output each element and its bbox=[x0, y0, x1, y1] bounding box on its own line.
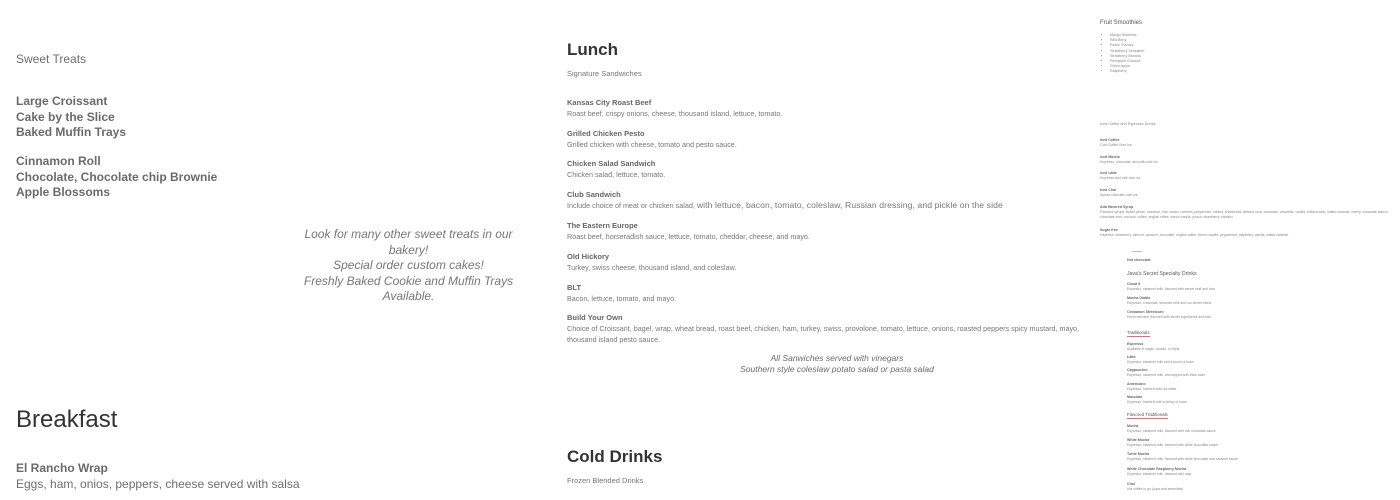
item-name: Chicken Salad Sandwich bbox=[567, 159, 656, 168]
item-desc: Espresso, steamed milk and a touch of foam bbox=[1127, 360, 1194, 364]
treat-item: Large Croissant bbox=[16, 94, 108, 108]
item-desc: Hot coffee to go (cups and amenities) bbox=[1127, 487, 1184, 491]
item-name: Iced Latte bbox=[1100, 171, 1117, 175]
treat-item: Cinnamon Roll bbox=[16, 154, 101, 168]
item-desc: Eggs, ham, onios, peppers, cheese served with salsa bbox=[16, 476, 300, 491]
item-desc: Espresso, finished with a dollop of foam bbox=[1127, 400, 1187, 404]
fruit-smoothies-title: Fruit Smoothies bbox=[1100, 20, 1143, 26]
item-name: Grilled Chicken Pesto bbox=[567, 129, 645, 138]
item-desc: Roast beef, crispy onions, cheese, thousand island, lettuce, tomato. bbox=[567, 109, 783, 118]
item-name: Mocha bbox=[1127, 424, 1139, 428]
item-name: Iced Coffee bbox=[1100, 138, 1120, 142]
drink-item bbox=[1100, 205, 1395, 220]
list-item: • Mango Madness bbox=[1110, 33, 1144, 38]
list-item: • Pineapple Coconut bbox=[1110, 59, 1144, 64]
promo-line: Special order custom cakes! bbox=[333, 258, 484, 272]
list-item: • Peach Pizzazz bbox=[1110, 43, 1144, 48]
item-name: Americano bbox=[1127, 382, 1146, 386]
item-desc-part: Include choice of meat or chicken salad, bbox=[567, 201, 695, 210]
item-name: Kansas City Roast Beef bbox=[567, 98, 652, 107]
item-desc: Espresso, steamed milk, flavored with rich chocolate sauce bbox=[1127, 429, 1216, 433]
item-name: Cappuccino bbox=[1127, 368, 1148, 372]
item-name: Cloud 9 bbox=[1127, 282, 1141, 286]
sandwich-item bbox=[567, 189, 1087, 211]
list-item: • Green Apple bbox=[1110, 64, 1144, 69]
note-line: All Sanwiches served with vinegars bbox=[770, 353, 904, 363]
item-name: Club Sandwich bbox=[567, 190, 621, 199]
smoothie-list bbox=[1108, 33, 1144, 75]
item-desc: Grilled chicken with cheese, tomato and pesto sauce. bbox=[567, 140, 737, 149]
item-desc bbox=[567, 200, 1087, 211]
sandwich-item bbox=[567, 97, 1087, 119]
item-name: Espresso bbox=[1127, 342, 1144, 346]
treat-item: Cake by the Slice bbox=[16, 109, 115, 124]
item-desc: Spiced chai latte over ice bbox=[1100, 193, 1138, 197]
treat-item: Chocolate, Chocolate chip Brownie bbox=[16, 169, 218, 184]
item-desc: Chicken salad, lettuce, tomato. bbox=[567, 170, 666, 179]
drink-item bbox=[1100, 188, 1395, 198]
item-name: White Mocha bbox=[1127, 438, 1150, 442]
flavored-traditionals-title: Flavored Traditionals bbox=[1127, 412, 1168, 417]
item-name: Macciato bbox=[1127, 395, 1143, 399]
lunch-subtitle: Signature Sandwiches bbox=[567, 69, 642, 78]
item-name: Build Your Own bbox=[567, 313, 623, 322]
drink-item bbox=[1100, 228, 1395, 238]
treat-item: Baked Muffin Trays bbox=[16, 125, 127, 139]
drink-item bbox=[1127, 424, 1327, 434]
lunch-note bbox=[687, 353, 987, 375]
drink-item bbox=[1127, 296, 1327, 306]
sandwich-item bbox=[567, 220, 1087, 242]
drink-item bbox=[1127, 438, 1327, 448]
item-name: Cinnamon Streetcorn bbox=[1127, 310, 1164, 314]
treat-item: Apple Blossoms bbox=[16, 185, 111, 199]
drink-item bbox=[1127, 452, 1327, 462]
item-name: White Chocolate Raspberry Mocha bbox=[1127, 467, 1187, 471]
iced-coffee-subtitle: Iced Coffee and Espresso Drinks bbox=[1100, 122, 1156, 126]
sweet-treats-group-1 bbox=[16, 94, 126, 141]
java-specialty-title: Java's Secret Specialty Drinks bbox=[1127, 271, 1197, 277]
item-desc: Espresso and milk over ice bbox=[1100, 176, 1141, 180]
item-desc: Espresso, chocolate, steamed milk and our secret blend bbox=[1127, 301, 1212, 305]
cold-drinks-title: Cold Drinks bbox=[567, 447, 663, 466]
item-desc: Fresh blended, flavored with secret ingredients and love bbox=[1127, 315, 1212, 319]
drink-item bbox=[1127, 342, 1327, 352]
traditionals-title: Traditionals bbox=[1127, 330, 1150, 335]
hot-chocolate-label: Hot chocolate bbox=[1127, 258, 1151, 262]
item-desc: Bacon, lettuce, tomato, and mayo. bbox=[567, 294, 677, 303]
item-name: Turtle Mocha bbox=[1127, 452, 1150, 456]
item-name: Mocha Diablo bbox=[1127, 296, 1151, 300]
promo-line: Look for many other sweet treats in our bakery! bbox=[304, 227, 513, 257]
sandwich-item bbox=[567, 158, 1087, 180]
breakfast-title: Breakfast bbox=[16, 406, 118, 433]
breakfast-item bbox=[16, 461, 300, 492]
item-desc: Roast beef, horseradish sauce, lettuce, tomato, cheddar, cheese, and mayo. bbox=[567, 232, 810, 241]
list-item: • Wild Berry bbox=[1110, 38, 1144, 43]
item-desc: Espresso, steamed milk, flavored with white chocolate and caramel sauce bbox=[1127, 457, 1238, 461]
lunch-title: Lunch bbox=[567, 40, 618, 59]
sandwich-item bbox=[567, 282, 1087, 304]
item-desc: Choice of Croissant, bagel, wrap, wheat bread, roast beef, chicken, ham, turkey, swiss, provolone, tomato, lettuce, onions, roasted peppers spicy mustard, mayo, thousand island pesto sauce. bbox=[567, 324, 1080, 344]
drink-item bbox=[1127, 467, 1327, 477]
item-desc: Cold Coffee Over Ice bbox=[1100, 143, 1132, 147]
note-line: Southern style coleslaw potato salad or pasta salad bbox=[740, 364, 934, 374]
drink-item bbox=[1127, 368, 1327, 378]
list-item: • Raspberry bbox=[1110, 69, 1144, 74]
item-desc-extra: with lettuce, bacon, tomato, coleslaw, Russian dressing, and pickle on the side bbox=[696, 200, 1003, 210]
drink-item bbox=[1100, 138, 1395, 148]
drink-item bbox=[1127, 395, 1327, 405]
item-name: Iced Chai bbox=[1100, 188, 1116, 192]
sandwich-item bbox=[567, 128, 1087, 150]
item-name: Sugar free bbox=[1100, 228, 1118, 232]
drink-item bbox=[1127, 382, 1327, 392]
drink-item bbox=[1100, 171, 1395, 181]
promo-line: Freshly Baked Cookie and Muffin Trays Available. bbox=[303, 273, 514, 303]
drink-item bbox=[1127, 282, 1327, 292]
item-desc: Hazelnut, strawberry, almond, caramel, chocolate, english toffee, french vanilla, peppermint, raspberry, vanilla, salted caramel bbox=[1100, 233, 1289, 237]
item-desc: Espresso, steamed milk, and topped with thick foam bbox=[1127, 373, 1206, 377]
item-desc: Espresso, steamed milk, flavored with rasp bbox=[1127, 472, 1192, 476]
item-name: Add flavored Syrup bbox=[1100, 205, 1134, 209]
item-desc: Espresso, steamed milk, flavored with white chocolate sauce bbox=[1127, 443, 1219, 447]
list-item: • Strawberry Banana bbox=[1110, 54, 1144, 59]
sweet-treats-group-2 bbox=[16, 154, 217, 201]
item-name: Chai bbox=[1127, 482, 1135, 486]
item-name: BLT bbox=[567, 283, 582, 292]
drink-item bbox=[1127, 482, 1327, 492]
item-name: Latte bbox=[1127, 355, 1136, 359]
item-desc: Espresso, finished with hot water bbox=[1127, 387, 1177, 391]
item-desc: Espresso, chocolate, and milk over ice bbox=[1100, 160, 1158, 164]
drink-item bbox=[1127, 310, 1327, 320]
item-desc: Available in single, double, or triple bbox=[1127, 347, 1180, 351]
sandwich-item bbox=[567, 312, 1087, 345]
item-name: El Rancho Wrap bbox=[16, 461, 108, 475]
item-desc: Flavored syrups: Butter pecan, hazelnut, irish cream, caramel, peppermint, kahlua, shortbread, almond roca, cinnamon, amaretto, vanilla, butterscotch, salted caramel, cherry, chocolate blanco, chocolate mint, coconut, coffee, english toffee, french vanilla, peach, strawberry, tiramisu bbox=[1100, 210, 1389, 219]
item-name: Iced Mocha bbox=[1100, 155, 1120, 159]
sweet-treats-title: Sweet Treats bbox=[16, 52, 87, 66]
drink-item bbox=[1127, 355, 1327, 365]
divider bbox=[1132, 251, 1142, 252]
drink-item bbox=[1100, 155, 1395, 165]
bakery-promo bbox=[286, 227, 531, 305]
item-name: The Eastern Europe bbox=[567, 221, 638, 230]
item-desc: Espresso, steamed milk, flavored with secret stuff and love bbox=[1127, 287, 1216, 291]
item-desc: Turkey, swiss cheese, thousand island, and coleslaw. bbox=[567, 263, 737, 272]
list-item: • Strawberry Sensation bbox=[1110, 49, 1144, 54]
cold-drinks-subtitle: Frozen Blended Drinks bbox=[567, 476, 644, 485]
sandwich-item bbox=[567, 251, 1087, 273]
item-name: Old Hickory bbox=[567, 252, 610, 261]
